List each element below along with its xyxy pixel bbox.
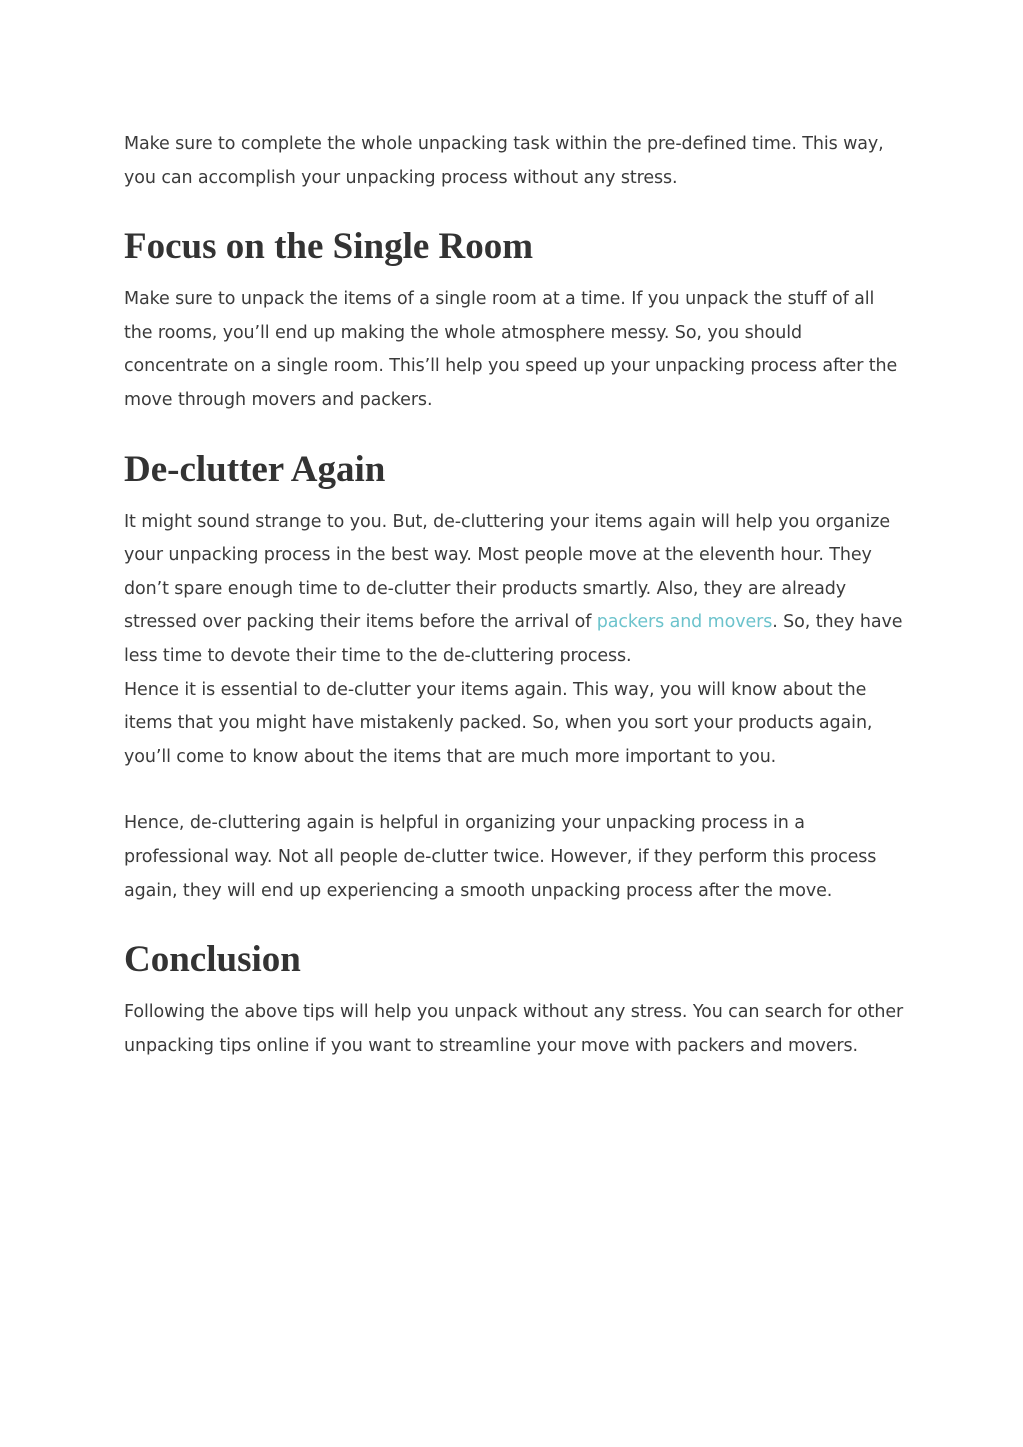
declutter-paragraph-1 [124,506,904,674]
heading-declutter-again: De-clutter Again [124,448,386,490]
declutter-text-before-link: It might sound strange to you. But, de-cluttering your items again will help you organize your unpacking process in the best way. Most people move at the eleventh hour. They don’t spare enough time to de-clutter their products smartly. Also, they are already stressed over packing their items before the arrival of [124,511,890,633]
declutter-paragraph-3: Hence, de-cluttering again is helpful in organizing your unpacking process in a professional way. Not all people de-clutter twice. However, if they perform this process again, they will end up experiencing a smooth unpacking process after the move. [124,813,877,901]
declutter-paragraph-2: Hence it is essential to de-clutter your items again. This way, you will know about the items that you might have mistakenly packed. So, when you sort your products again, you’ll come to know about the items that are much more important to you. [124,679,873,767]
declutter-text-after-link: . So, they have less time to devote their time to the de-cluttering process. [124,612,903,666]
conclusion-paragraph: Following the above tips will help you unpack without any stress. You can search for other unpacking tips online if you want to streamline your move with packers and movers. [124,1002,904,1056]
document-page [124,128,904,1063]
heading-conclusion: Conclusion [124,939,301,981]
packers-and-movers-link[interactable]: packers and movers [596,612,773,633]
heading-focus-single-room: Focus on the Single Room [124,226,534,268]
focus-single-room-paragraph: Make sure to unpack the items of a single room at a time. If you unpack the stuff of all the rooms, you’ll end up making the whole atmosphere messy. So, you should concentrate on a single room. This’ll help you speed up your unpacking process after the move through movers and packers. [124,289,898,410]
intro-paragraph: Make sure to complete the whole unpacking task within the pre-defined time. This way, you can accomplish your unpacking process without any stress. [124,134,884,188]
